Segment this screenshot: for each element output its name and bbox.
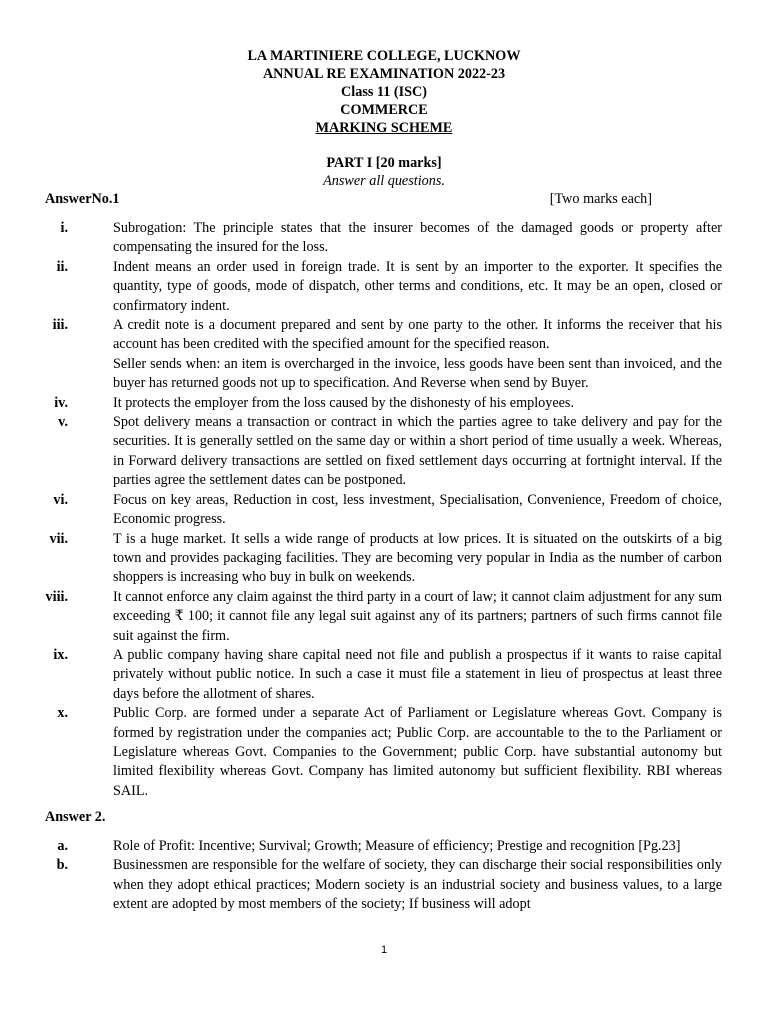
- item-text: [113, 856, 722, 914]
- item-number: iv.: [54, 394, 68, 411]
- item-paragraph: A credit note is a document prepared and sent by one party to the other. It informs the receiver that his account has been credited with the specified amount for the specified reason.: [113, 317, 722, 353]
- item-paragraph: It protects the employer from the loss caused by the dishonesty of his employees.: [113, 394, 574, 411]
- item-number: i.: [60, 220, 68, 236]
- item-paragraph: It cannot enforce any claim against the third party in a court of law; it cannot claim adjustment for any sum exceeding ₹ 100; it cannot file any legal suit against any of its partners; partners of such firms cannot file suit against the firm.: [113, 588, 722, 644]
- item-paragraph: A public company having share capital need not file and publish a prospectus if it wants to raise capital privately without public notice. In such a case it must file a statement in lieu of prospectus at least three days before the allotment of shares.: [113, 646, 722, 702]
- item-text: [113, 588, 722, 646]
- item-number: v.: [58, 414, 68, 431]
- item-paragraph: Public Corp. are formed under a separate Act of Parliament or Legislature whereas Govt. Company is formed by registration under the companies act; Public Corp. are accountable to the to the Parliament or Legislature whereas Govt. Companies to the Government; public Corp. have substantial autonomy but limited flexibility whereas Govt. Company has limited autonomy but sufficient flexibility. RBI whereas SAIL.: [113, 705, 722, 799]
- answer1-list: [0, 219, 768, 801]
- item-number: vii.: [49, 530, 68, 547]
- answer-item: [0, 588, 768, 646]
- part-title: PART I [20 marks]: [326, 155, 442, 171]
- item-paragraph: Seller sends when: an item is overcharged in the invoice, less goods have been sent than invoiced, and the buyer has returned goods not up to specification. And Reverse when send by Buyer.: [113, 355, 722, 392]
- page-number: 1: [380, 944, 388, 956]
- item-paragraph: Businessmen are responsible for the welfare of society, they can discharge their social responsibilities only when they adopt ethical practices; Modern society is an industrial society and business values, to a large extent are adopted by most members of the society; If business will adopt: [113, 857, 722, 913]
- item-number: iii.: [52, 317, 68, 334]
- item-paragraph: Subrogation: The principle states that the insurer becomes of the damaged goods or property after compensating the insured for the loss.: [113, 220, 722, 256]
- class-label: Class 11 (ISC): [341, 84, 427, 100]
- item-number: viii.: [45, 588, 68, 605]
- exam-title: ANNUAL RE EXAMINATION 2022-23: [262, 66, 506, 82]
- item-text: [113, 394, 722, 413]
- answer-item: [0, 856, 768, 914]
- item-text: [113, 491, 722, 530]
- answer2-list: [0, 837, 768, 915]
- answer-item: [0, 837, 768, 856]
- part-heading: [0, 154, 768, 190]
- item-paragraph: Focus on key areas, Reduction in cost, less investment, Specialisation, Convenience, Freedom of choice, Economic progress.: [113, 491, 722, 528]
- item-number: ix.: [53, 646, 68, 663]
- item-paragraph: Role of Profit: Incentive; Survival; Growth; Measure of efficiency; Prestige and recognition [Pg.23]: [113, 838, 681, 854]
- answer-item: [0, 413, 768, 491]
- subject-label: COMMERCE: [340, 102, 428, 118]
- item-text: [113, 316, 722, 394]
- answer1-heading: [45, 190, 655, 208]
- item-text: [113, 413, 722, 491]
- item-number: vi.: [53, 491, 68, 508]
- college-name: LA MARTINIERE COLLEGE, LUCKNOW: [247, 48, 521, 64]
- item-text: [113, 837, 722, 856]
- item-text: [113, 704, 722, 801]
- answer-item: [0, 646, 768, 704]
- answer1-marks: [Two marks each]: [549, 191, 652, 207]
- item-number: a.: [57, 838, 68, 854]
- marking-scheme-title: MARKING SCHEME: [315, 120, 453, 136]
- answer2-label: Answer 2.: [45, 809, 106, 825]
- answer-item: [0, 530, 768, 588]
- item-paragraph: Spot delivery means a transaction or contract in which the parties agree to take delivery and pay for the securities. It is generally settled on the same day or within a short period of time usually a week. Whereas, in Forward delivery transactions are settled on fixed settlement days occurring at fortnight interval. If the parties agree the settlement dates can be postponed.: [113, 414, 722, 489]
- document-header: [0, 47, 768, 137]
- answer-item: [0, 258, 768, 316]
- item-paragraph: T is a huge market. It sells a wide range of products at low prices. It is situated on the outskirts of a big town and provides packaging facilities. They are becoming very popular in India as the number of carbon shoppers is increasing who buy in bulk on weekends.: [113, 530, 722, 586]
- answer-item: [0, 491, 768, 530]
- answer-item: [0, 219, 768, 258]
- item-text: [113, 646, 722, 704]
- answer-item: [0, 394, 768, 413]
- item-text: [113, 530, 722, 588]
- item-number: b.: [56, 857, 68, 874]
- answer-item: [0, 316, 768, 394]
- item-paragraph: Indent means an order used in foreign trade. It is sent by an importer to the exporter. It specifies the quantity, type of goods, mode of dispatch, other terms and conditions, etc. It may be an open, closed or confirmatory indent.: [113, 258, 722, 314]
- item-number: x.: [57, 705, 68, 722]
- answer1-label: AnswerNo.1: [45, 191, 120, 207]
- item-text: [113, 258, 722, 316]
- item-number: ii.: [56, 258, 68, 275]
- answer-item: [0, 704, 768, 801]
- part-instruction: Answer all questions.: [323, 173, 445, 189]
- item-text: [113, 219, 722, 258]
